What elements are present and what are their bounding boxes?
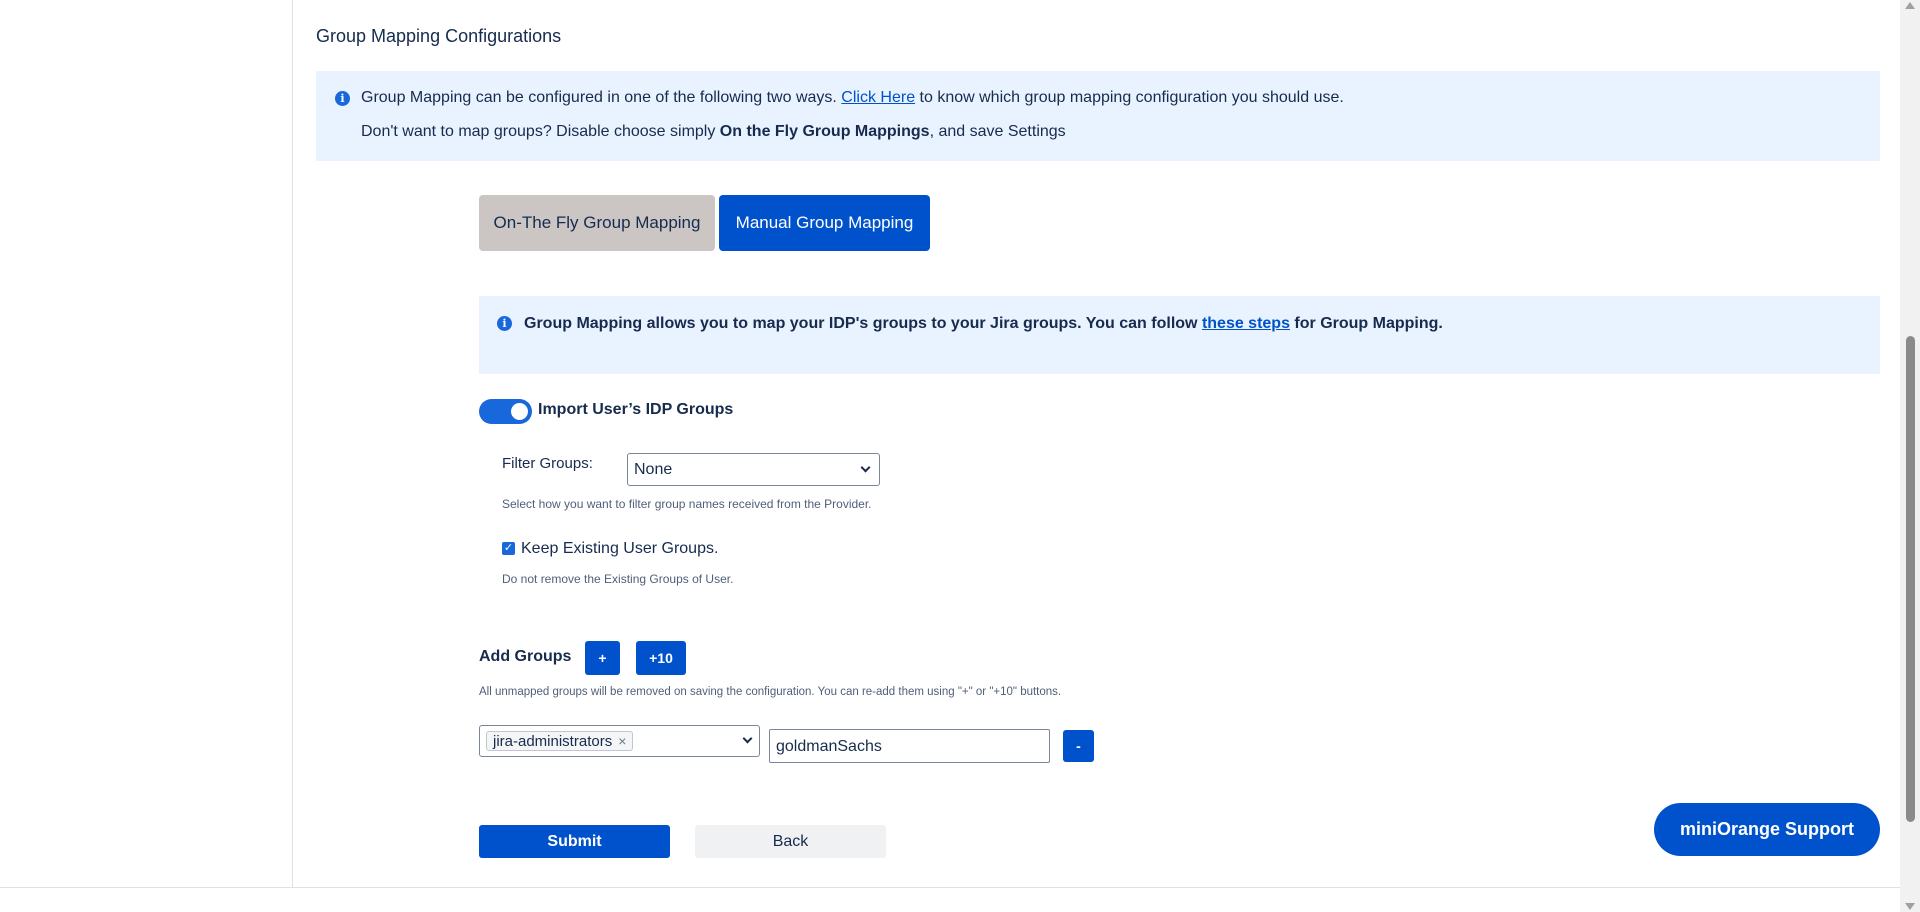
filter-groups-value: None [634,461,673,478]
banner-line-2-bold: On the Fly Group Mappings [719,123,930,140]
banner-line-2-suffix: , and save Settings [929,123,1066,140]
back-button[interactable]: Back [695,825,886,858]
banner-line-2-text: Don't want to map groups? Disable choose simply [361,123,720,140]
remove-mapping-button[interactable]: - [1063,730,1094,762]
selected-group-tag [486,731,633,751]
banner-line-1-text: Group Mapping can be configured in one of the following two ways. [361,89,842,106]
filter-groups-select[interactable] [627,453,880,486]
add-ten-groups-button[interactable]: +10 [636,641,686,675]
tab-manual-group-mapping[interactable]: Manual Group Mapping [719,195,930,251]
scroll-down-arrow-icon[interactable] [1905,903,1915,910]
banner-line-1 [361,89,1344,107]
info2-text-prefix: Group Mapping allows you to map your IDP's groups to your Jira groups. You can follow [524,315,1202,332]
add-group-button[interactable]: + [585,641,620,675]
miniorange-support-button[interactable]: miniOrange Support [1654,803,1880,856]
jira-group-select[interactable] [479,725,760,757]
filter-groups-hint: Select how you want to filter group names received from the Provider. [502,497,872,511]
tab-on-the-fly-group-mapping[interactable]: On-The Fly Group Mapping [479,195,715,251]
selected-group-label: jira-administrators [493,733,613,750]
toggle-knob [511,403,528,420]
banner-line-1-suffix: to know which group mapping configuration you should use. [915,89,1344,106]
idp-group-input[interactable]: goldmanSachs [769,729,1050,763]
group-mapping-info-text [524,315,1443,333]
scrollbar-thumb[interactable] [1906,336,1915,822]
add-groups-hint: All unmapped groups will be removed on saving the configuration. You can re-add them using "+" or "+10" buttons. [479,686,1062,698]
check-icon: ✓ [503,542,514,554]
keep-existing-groups-hint: Do not remove the Existing Groups of User. [502,572,734,586]
left-sidebar [0,0,293,888]
info2-text-suffix: for Group Mapping. [1289,315,1443,332]
chevron-down-icon [743,734,753,744]
add-groups-label: Add Groups [479,648,572,665]
info-banner [316,71,1880,161]
import-idp-groups-label: Import User’s IDP Groups [538,401,734,418]
remove-tag-icon[interactable]: × [618,733,627,749]
section-title: Group Mapping Configurations [316,26,562,46]
vertical-scrollbar[interactable] [1900,0,1920,912]
filter-groups-label: Filter Groups: [502,455,593,472]
keep-existing-groups-label: Keep Existing User Groups. [521,540,719,557]
submit-button[interactable]: Submit [479,825,670,858]
info-icon: i [335,91,350,106]
chevron-down-icon [861,463,871,473]
banner-line-2 [361,123,1066,141]
footer-divider [0,887,1900,888]
keep-existing-groups-checkbox[interactable] [502,542,515,555]
info-icon: i [497,316,512,331]
import-idp-groups-toggle[interactable] [479,399,532,424]
group-mapping-info-box [479,296,1880,374]
click-here-link[interactable]: Click Here [841,89,916,106]
these-steps-link[interactable]: these steps [1201,315,1290,332]
scroll-up-arrow-icon[interactable] [1905,2,1915,9]
